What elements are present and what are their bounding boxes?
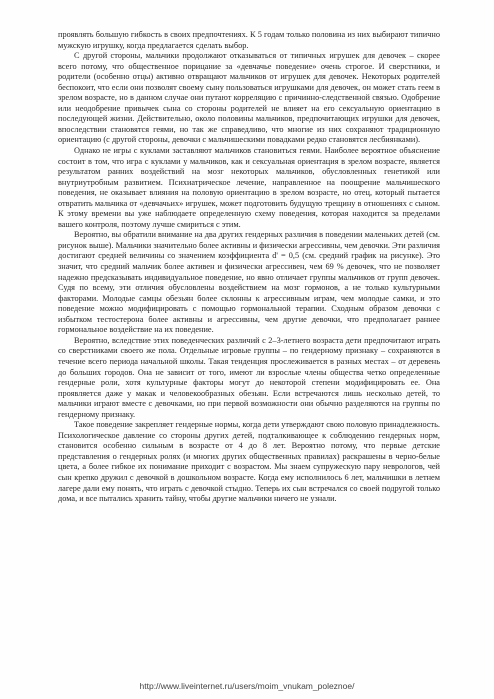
paragraph-1: проявлять большую гибкость в своих предпочтениях. К 5 годам только половина из них выбирают типично мужскую игрушку, когда предлагается сделать выбор. <box>58 30 440 50</box>
paragraph-3: Однако не игры с куклами заставляют мальчиков становиться геями. Наиболее вероятное объяснение состоит в том, что игра с куклами у мальчиков, как и сексуальная ориентация в зрелом возрасте, является результатом ранних воздействий на мозг некоторых мальчиков, обусловленных генетикой или внутриутробным развитием. Психиатрическое лечение, направленное на поощрение мальчишеского поведения, не оказывает влияния на половую ориентацию в зрелом возрасте, но отец, который пытается отвратить мальчика от «девчачьих» игрушек, может подготовить будущую трещину в отношениях с сыном. К этому времени вы уже наблюдаете определенную схему поведения, которая находится за пределами вашего контроля, поэтому лучше смириться с этим. <box>58 146 440 229</box>
paragraph-5: Вероятно, вследствие этих поведенческих различий с 2–3-летнего возраста дети предпочитают играть со сверстниками своего же пола. Отдельные игровые группы – по гендерному признаку – сохраняются в течение всего периода начальной школы. Такая тенденция прослеживается в разных местах – от деревень до больших городов. Она не зависит от того, имеют ли взрослые члены общества четко определенные гендерные роли, хотя культурные факторы могут до некоторой степени модифицировать ее. Она проявляется даже у макак и человекообразных обезьян. Если встречаются лишь несколько детей, то мальчики играют вместе с девочками, но при первой возможности они обычно разделяются на группы по гендерному признаку. <box>58 335 440 419</box>
paragraph-2: С другой стороны, мальчики продолжают отказываться от типичных игрушек для девочек – скорее всего потому, что общественное порицание за «девчачье поведение» очень строгое. И сверстники, и родители (особенно отцы) активно отвращают мальчиков от игрушек для девочек. Некоторых родителей беспокоит, что если они позволят своему сыну пользоваться игрушками для девочек, он может стать геем в зрелом возрасте, но в данном случае они путают корреляцию с причинно-следственной связью. Одобрение или неодобрение привычек сына со стороны родителей не влияет на его сексуальную ориентацию в последующей жизни. Действительно, около половины мальчиков, предпочитающих игрушки для девочек, впоследствии становятся геями, но так же справедливо, что многие из них сохраняют традиционную ориентацию (с другой стороны, девочки с мальчишескими повадками редко становятся лесбиянками). <box>58 51 440 145</box>
paragraph-4: Вероятно, вы обратили внимание на два других гендерных различия в поведении маленьких детей (см. рисунок выше). Мальчики значительно более активны и физически агрессивны, чем девочки. Эти различия достигают средней величины со значением коэффициента d' = 0,5 (см. средний график на рисунке). Это значит, что средний мальчик более активен и физически агрессивен, чем 69 % девочек, что не позволяет надежно предсказывать индивидуальное поведение, но явно отличает группы мальчиков от групп девочек. Судя по всему, эти отличия обусловлены воздействием на мозг гормонов, а не только культурными факторами. Молодые самцы обезьян более склонны к агрессивным играм, чем молодые самки, и это поведение можно модифицировать с помощью гормональной терапии. Сходным образом девочки с избытком тестостерона более активны и агрессивны, чем другие девочки, что предполагает раннее гормональное воздействие на их поведение. <box>58 230 440 335</box>
footer-url[interactable]: http://www.liveinternet.ru/users/moim_vnukam_poleznoe/ <box>139 681 355 691</box>
paragraph-6: Такое поведение закрепляет гендерные нормы, когда дети утверждают свою половую принадлежность. Психологическое давление со стороны других детей, подталкивающее к соблюдению гендерных норм, становится особенно сильным в возрасте от 4 до 8 лет. Вероятно потому, что первые детские представления о гендерных ролях (и многих других общественных правилах) раскрашены в черно-белые цвета, а более гибкое их понимание приходит с возрастом. Мы знаем супружескую пару неврологов, чей сын крепко дружил с девочкой в дошкольном возрасте. Когда ему исполнилось 6 лет, мальчишки в летнем лагере дали ему понять, что играть с девочкой стыдно. Теперь их сын встречался со своей подругой только дома, и все пытались хранить тайну, чтобы другие мальчики ничего не узнали. <box>58 420 440 504</box>
body-text <box>58 30 440 505</box>
